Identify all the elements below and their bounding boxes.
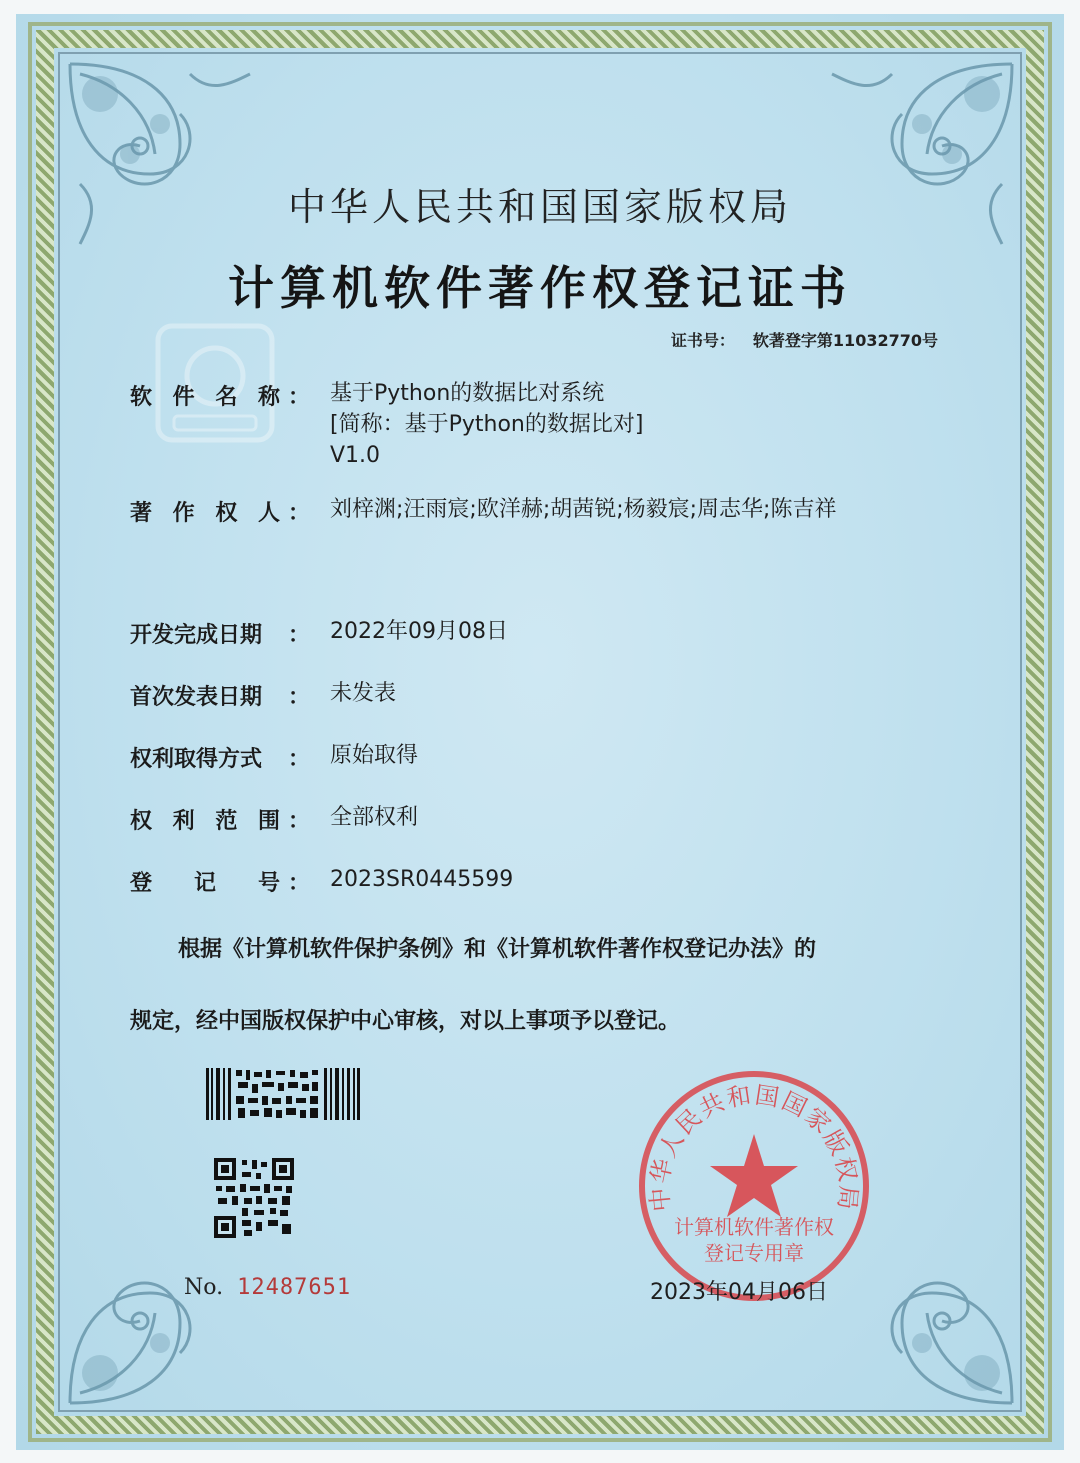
official-seal-icon <box>636 1068 872 1304</box>
label-char: 人 <box>257 501 280 526</box>
rights-scope-value: 全部权利 <box>330 805 419 830</box>
certificate-title: 计算机软件著作权登记证书 <box>228 261 852 315</box>
label-colon: ： <box>288 501 311 526</box>
issuing-authority: 中华人民共和国国家版权局 <box>287 185 792 229</box>
ornament-icon <box>60 1213 260 1413</box>
serial-number-label: No. <box>184 1275 224 1300</box>
svg-text:中华人民共和国国家版权局: 中华人民共和国国家版权局 <box>645 1080 863 1213</box>
label-colon: ： <box>288 685 311 710</box>
copyright-owner-label <box>130 496 280 527</box>
serial-number-value: 12487651 <box>237 1275 352 1300</box>
label-char: 记 <box>193 871 216 896</box>
label-char: 围 <box>257 809 280 834</box>
label-char: 著 <box>130 501 153 526</box>
label-char: 利 <box>172 809 195 834</box>
label-char: 件 <box>172 385 195 410</box>
barcode-icon <box>206 1068 360 1120</box>
label-char: 权 <box>130 809 153 834</box>
label-colon: ： <box>288 747 311 772</box>
issue-date: 2023年04月06日 <box>650 1280 828 1305</box>
dev-completion-date-value: 2022年09月08日 <box>330 619 508 644</box>
legal-clause-line: 规定，经中国版权保护中心审核，对以上事项予以登记。 <box>130 1009 681 1034</box>
label-colon: ： <box>288 871 311 896</box>
certificate-number <box>671 328 938 351</box>
legal-clause <box>130 914 960 1058</box>
label-char: 范 <box>215 809 238 834</box>
certificate-number-label: 证书号： <box>670 331 735 350</box>
software-version-line: V1.0 <box>330 443 381 468</box>
legal-clause-line: 根据《计算机软件保护条例》和《计算机软件著作权登记办法》的 <box>178 937 817 962</box>
label-colon: ： <box>288 623 311 648</box>
label-char: 称 <box>257 385 280 410</box>
rights-scope-label <box>130 804 280 835</box>
software-name-value <box>330 378 950 471</box>
svg-text:计算机软件著作权: 计算机软件著作权 <box>674 1215 834 1239</box>
first-publication-date-value: 未发表 <box>330 681 397 706</box>
label-colon: ： <box>288 385 311 410</box>
label-char: 作 <box>172 501 195 526</box>
certificate-number-value: 软著登字第11032770号 <box>752 331 938 350</box>
registration-number-label <box>130 866 280 897</box>
label-char: 权 <box>215 501 238 526</box>
qr-code-icon <box>214 1158 294 1238</box>
label-char: 登 <box>130 871 153 896</box>
registration-number-value: 2023SR0445599 <box>330 867 514 892</box>
software-name-line: 基于Python的数据比对系统 <box>330 381 605 406</box>
copyright-owner-value: 刘梓渊;汪雨宸;欧洋赫;胡茜锐;杨毅宸;周志华;陈吉祥 <box>330 497 837 522</box>
label-char: 名 <box>215 385 238 410</box>
rights-acquisition-value: 原始取得 <box>330 743 419 768</box>
label-char: 号 <box>257 871 280 896</box>
svg-text:登记专用章: 登记专用章 <box>704 1241 804 1265</box>
serial-number <box>184 1275 351 1300</box>
label-colon: ： <box>288 809 311 834</box>
rights-acquisition-label: 权利取得方式 <box>130 747 263 772</box>
software-short-name-line: [简称：基于Python的数据比对] <box>330 412 644 437</box>
dev-completion-date-label: 开发完成日期 <box>130 623 263 648</box>
label-char: 软 <box>130 385 153 410</box>
first-publication-date-label: 首次发表日期 <box>130 685 263 710</box>
software-name-label <box>130 380 280 411</box>
